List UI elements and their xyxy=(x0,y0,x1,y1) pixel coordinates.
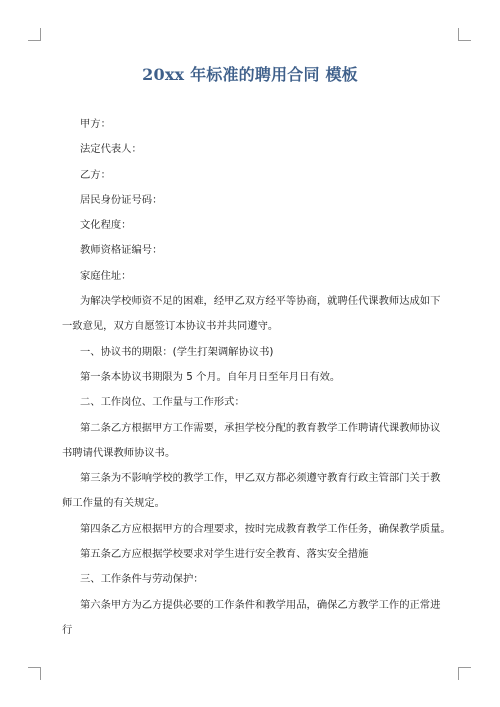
document-body xyxy=(62,112,451,643)
teacher-cert-line: 教师资格证编号： xyxy=(80,244,163,257)
education-line: 文化程度： xyxy=(80,219,132,232)
crop-mark-top-right xyxy=(458,28,471,41)
article-2-line-1: 第二条乙方根据甲方工作需要，承担学校分配的教育教学工作聘请代课教师协议 xyxy=(80,421,441,434)
crop-mark-bottom-right xyxy=(458,667,471,680)
section-1-heading: 一、协议书的期限：(学生打架调解协议书) xyxy=(80,345,274,358)
party-a-line: 甲方： xyxy=(80,118,111,130)
preamble-line-2: 一致意见，双方自愿签订本协议书并共同遵守。 xyxy=(62,320,279,333)
home-address-line: 家庭住址： xyxy=(80,269,132,282)
article-3-line-1: 第三条为不影响学校的教学工作，甲乙双方都必须遵守教育行政主管部门关于教 xyxy=(80,472,441,485)
crop-mark-top-left xyxy=(28,28,41,41)
article-5: 第五条乙方应根据学校要求对学生进行安全教育、落实安全措施 xyxy=(80,548,369,561)
article-3-line-2: 师工作量的有关规定。 xyxy=(62,497,165,510)
article-6-line-1: 第六条甲方为乙方提供必要的工作条件和教学用品，确保乙方教学工作的正常进 xyxy=(80,598,441,611)
party-b-line: 乙方： xyxy=(80,168,111,181)
legal-representative-line: 法定代表人： xyxy=(80,143,142,156)
document-title: 20xx 年标准的聘用合同 模板 xyxy=(142,65,358,84)
preamble-line-1: 为解决学校师资不足的困难，经甲乙双方经平等协商，就聘任代课教师达成如下 xyxy=(80,295,441,308)
section-2-heading: 二、工作岗位、工作量与工作形式： xyxy=(80,396,245,409)
id-number-line: 居民身份证号码： xyxy=(80,193,163,206)
section-3-heading: 三、工作条件与劳动保护： xyxy=(80,573,204,586)
article-4: 第四条乙方应根据甲方的合理要求，按时完成教育教学工作任务，确保教学质量。 xyxy=(80,522,451,535)
crop-mark-bottom-left xyxy=(28,667,41,680)
article-6-line-2: 行 xyxy=(62,623,73,636)
article-2-line-2: 书聘请代课教师协议书。 xyxy=(62,446,176,459)
article-1: 第一条本协议书期限为 5 个月。自年月日至年月日有效。 xyxy=(80,370,341,383)
